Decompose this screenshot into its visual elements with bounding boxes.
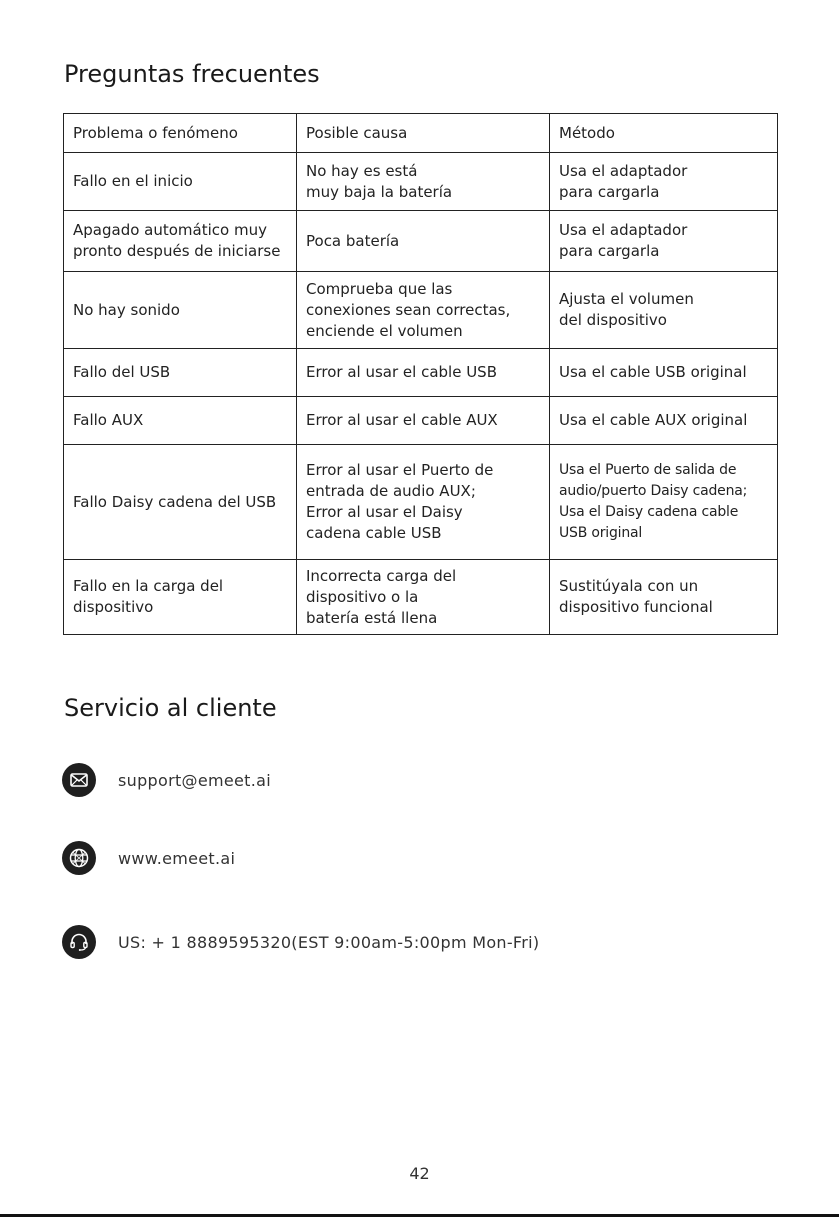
header-method: Método	[550, 114, 778, 153]
email-contact	[62, 762, 271, 798]
table-row	[64, 349, 778, 397]
cause-cell: Poca batería	[297, 211, 550, 272]
cause-cell: No hay es está muy baja la batería	[297, 153, 550, 211]
table-row	[64, 153, 778, 211]
email-link[interactable]: support@emeet.ai	[118, 770, 271, 790]
problem-cell: Fallo en la carga del dispositivo	[64, 560, 297, 635]
method-cell: Usa el Puerto de salida de audio/puerto Daisy cadena; Usa el Daisy cadena cable USB original	[550, 445, 778, 560]
problem-cell: Fallo del USB	[64, 349, 297, 397]
phone-contact	[62, 924, 539, 960]
header-cause: Posible causa	[297, 114, 550, 153]
header-problem: Problema o fenómeno	[64, 114, 297, 153]
globe-icon	[62, 841, 96, 875]
website-link[interactable]: www.emeet.ai	[118, 848, 236, 868]
problem-cell: No hay sonido	[64, 272, 297, 349]
problem-cell: Fallo AUX	[64, 397, 297, 445]
website-contact	[62, 840, 235, 876]
method-cell: Usa el adaptador para cargarla	[550, 211, 778, 272]
cause-cell: Error al usar el cable USB	[297, 349, 550, 397]
phone-number[interactable]: US: + 1 8889595320(EST 9:00am-5:00pm Mon-Fri)	[118, 932, 540, 952]
method-cell: Usa el cable USB original	[550, 349, 778, 397]
table-row	[64, 445, 778, 560]
cause-cell: Comprueba que las conexiones sean correctas, enciende el volumen	[297, 272, 550, 349]
cause-cell: Error al usar el Puerto de entrada de audio AUX; Error al usar el Daisy cadena cable USB	[297, 445, 550, 560]
table-row	[64, 560, 778, 635]
service-title: Servicio al cliente	[64, 694, 277, 722]
cause-cell: Error al usar el cable AUX	[297, 397, 550, 445]
problem-cell: Fallo Daisy cadena del USB	[64, 445, 297, 560]
headset-icon	[62, 925, 96, 959]
method-cell: Sustitúyala con un dispositivo funcional	[550, 560, 778, 635]
table-row	[64, 272, 778, 349]
envelope-icon	[62, 763, 96, 797]
table-header-row	[64, 114, 778, 153]
method-cell: Ajusta el volumen del dispositivo	[550, 272, 778, 349]
faq-title: Preguntas frecuentes	[64, 60, 320, 88]
method-cell: Usa el cable AUX original	[550, 397, 778, 445]
method-cell: Usa el adaptador para cargarla	[550, 153, 778, 211]
problem-cell: Fallo en el inicio	[64, 153, 297, 211]
page-number: 42	[409, 1164, 430, 1183]
faq-table	[63, 113, 778, 635]
cause-cell: Incorrecta carga del dispositivo o la batería está llena	[297, 560, 550, 635]
table-row	[64, 397, 778, 445]
problem-cell: Apagado automático muy pronto después de iniciarse	[64, 211, 297, 272]
table-row	[64, 211, 778, 272]
